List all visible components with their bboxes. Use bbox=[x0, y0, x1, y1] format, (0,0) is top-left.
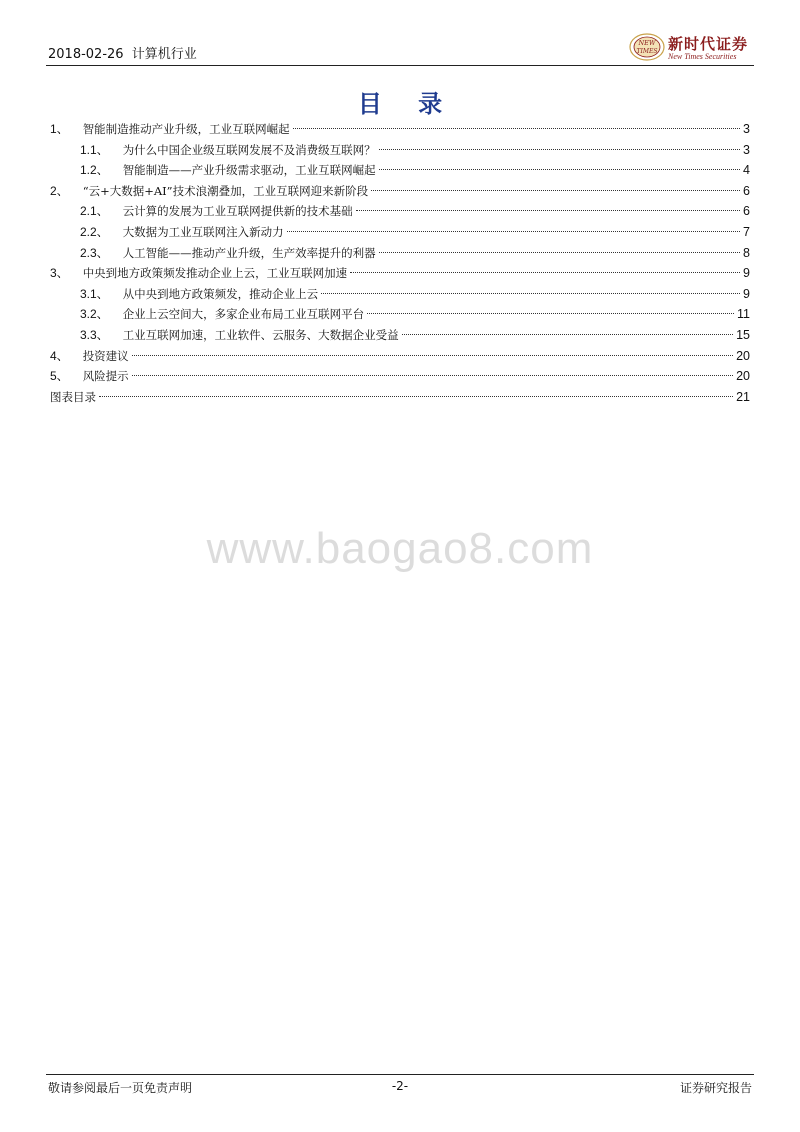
toc-entry-page: 9 bbox=[743, 266, 750, 281]
toc-entry-number: 2.1、 bbox=[80, 204, 109, 219]
toc-entry[interactable] bbox=[50, 284, 750, 305]
toc-entry-number: 3、 bbox=[50, 266, 69, 281]
toc-leader-dots bbox=[356, 210, 740, 211]
watermark: www.baogao8.com bbox=[206, 524, 594, 573]
toc-entry-title: 人工智能——推动产业升级，生产效率提升的利器 bbox=[122, 245, 376, 260]
toc-entry-title: 企业上云空间大，多家企业布局工业互联网平台 bbox=[122, 307, 365, 322]
toc-entry-page: 21 bbox=[736, 389, 750, 404]
disclaimer-note: 敬请参阅最后一页免责声明 bbox=[48, 1081, 193, 1095]
toc-leader-dots bbox=[367, 313, 734, 314]
logo-text-bottom: TIMES bbox=[636, 48, 658, 55]
toc-entry-number: 1、 bbox=[50, 122, 69, 136]
toc-entry-page: 7 bbox=[743, 224, 750, 239]
page-number: -2- bbox=[391, 1079, 409, 1093]
toc-entry-number: 5、 bbox=[50, 369, 69, 384]
toc-entry-page: 6 bbox=[743, 183, 750, 198]
brand bbox=[628, 30, 752, 64]
toc-entry-page: 20 bbox=[736, 348, 750, 363]
toc-entry-number: 4、 bbox=[50, 348, 69, 363]
toc-entry-title: 智能制造——产业升级需求驱动，工业互联网崛起 bbox=[122, 163, 376, 178]
new-times-logo-icon bbox=[628, 32, 666, 62]
toc-leader-dots bbox=[350, 272, 740, 273]
toc-entry-number: 3.2、 bbox=[80, 307, 109, 322]
toc-entry-page: 6 bbox=[743, 204, 750, 219]
toc-entry-title: 投资建议 bbox=[82, 348, 129, 363]
brand-subtitle: New Times Securities bbox=[668, 52, 737, 61]
toc-entry-title: 工业互联网加速，工业软件、云服务、大数据企业受益 bbox=[122, 327, 399, 342]
toc-entry-title: 为什么中国企业级互联网发展不及消费级互联网？ bbox=[122, 142, 376, 157]
toc-leader-dots bbox=[371, 190, 740, 191]
toc-entry[interactable] bbox=[50, 140, 750, 161]
industry-label: 计算机行业 bbox=[131, 47, 197, 62]
toc-entry-title: “云+大数据+AI”技术浪潮叠加，工业互联网迎来新阶段 bbox=[82, 183, 369, 198]
report-date: 2018-02-26 bbox=[48, 47, 124, 62]
toc-entry-title: 从中央到地方政策频发，推动企业上云 bbox=[122, 286, 319, 301]
toc-entry-number: 2.2、 bbox=[80, 224, 109, 239]
toc-entry-page: 9 bbox=[743, 286, 750, 301]
toc-entry-number: 2.3、 bbox=[80, 245, 109, 260]
toc-entry-number: 3.1、 bbox=[80, 286, 109, 301]
toc-entry[interactable] bbox=[50, 366, 750, 387]
toc-entry[interactable] bbox=[50, 304, 750, 325]
toc-entry[interactable] bbox=[50, 160, 750, 181]
toc-leader-dots bbox=[379, 252, 740, 253]
toc-entry-page: 20 bbox=[736, 369, 750, 384]
toc-leader-dots bbox=[132, 355, 733, 356]
toc-entry[interactable] bbox=[50, 346, 750, 367]
toc-entry[interactable] bbox=[50, 387, 750, 408]
toc-entry[interactable] bbox=[50, 181, 750, 202]
toc-leader-dots bbox=[287, 231, 740, 232]
toc-entry[interactable] bbox=[50, 243, 750, 264]
toc-entry-title: 图表目录 bbox=[50, 389, 96, 404]
brand-name: 新时代证券 bbox=[668, 35, 749, 53]
logo-text-top: NEW bbox=[638, 39, 656, 47]
toc-entry[interactable] bbox=[50, 325, 750, 346]
toc-leader-dots bbox=[402, 334, 733, 335]
page-footer bbox=[46, 1074, 754, 1098]
toc-entry-page: 15 bbox=[736, 327, 750, 342]
toc-entry[interactable] bbox=[50, 201, 750, 222]
toc-entry-number: 1.1、 bbox=[80, 142, 109, 157]
toc-entry-page: 8 bbox=[743, 245, 750, 260]
toc-entry-page: 11 bbox=[737, 307, 750, 322]
header-info bbox=[48, 43, 201, 62]
table-of-contents bbox=[50, 119, 750, 407]
toc-entry-title: 中央到地方政策频发推动企业上云，工业互联网加速 bbox=[82, 266, 348, 281]
toc-entry-page: 4 bbox=[743, 163, 750, 178]
toc-leader-dots bbox=[379, 149, 740, 150]
toc-entry-number: 1.2、 bbox=[80, 163, 109, 178]
toc-entry-page: 3 bbox=[743, 122, 750, 136]
page-header bbox=[46, 28, 754, 66]
toc-entry[interactable] bbox=[50, 263, 750, 284]
toc-leader-dots bbox=[293, 128, 740, 129]
toc-leader-dots bbox=[321, 293, 740, 294]
toc-entry[interactable] bbox=[50, 119, 750, 140]
toc-entry-title: 智能制造推动产业升级，工业互联网崛起 bbox=[82, 122, 290, 136]
toc-entry-page: 3 bbox=[743, 142, 750, 157]
toc-entry-title: 云计算的发展为工业互联网提供新的技术基础 bbox=[122, 204, 353, 219]
report-type: 证券研究报告 bbox=[679, 1081, 752, 1095]
toc-leader-dots bbox=[99, 396, 733, 397]
toc-leader-dots bbox=[132, 375, 733, 376]
toc-entry-title: 风险提示 bbox=[82, 369, 129, 384]
toc-entry-title: 大数据为工业互联网注入新动力 bbox=[122, 224, 284, 239]
toc-entry-number: 3.3、 bbox=[80, 327, 109, 342]
toc-leader-dots bbox=[379, 169, 740, 170]
toc-title: 目 录 bbox=[357, 90, 457, 118]
toc-entry-number: 2、 bbox=[50, 183, 69, 198]
toc-entry[interactable] bbox=[50, 222, 750, 243]
